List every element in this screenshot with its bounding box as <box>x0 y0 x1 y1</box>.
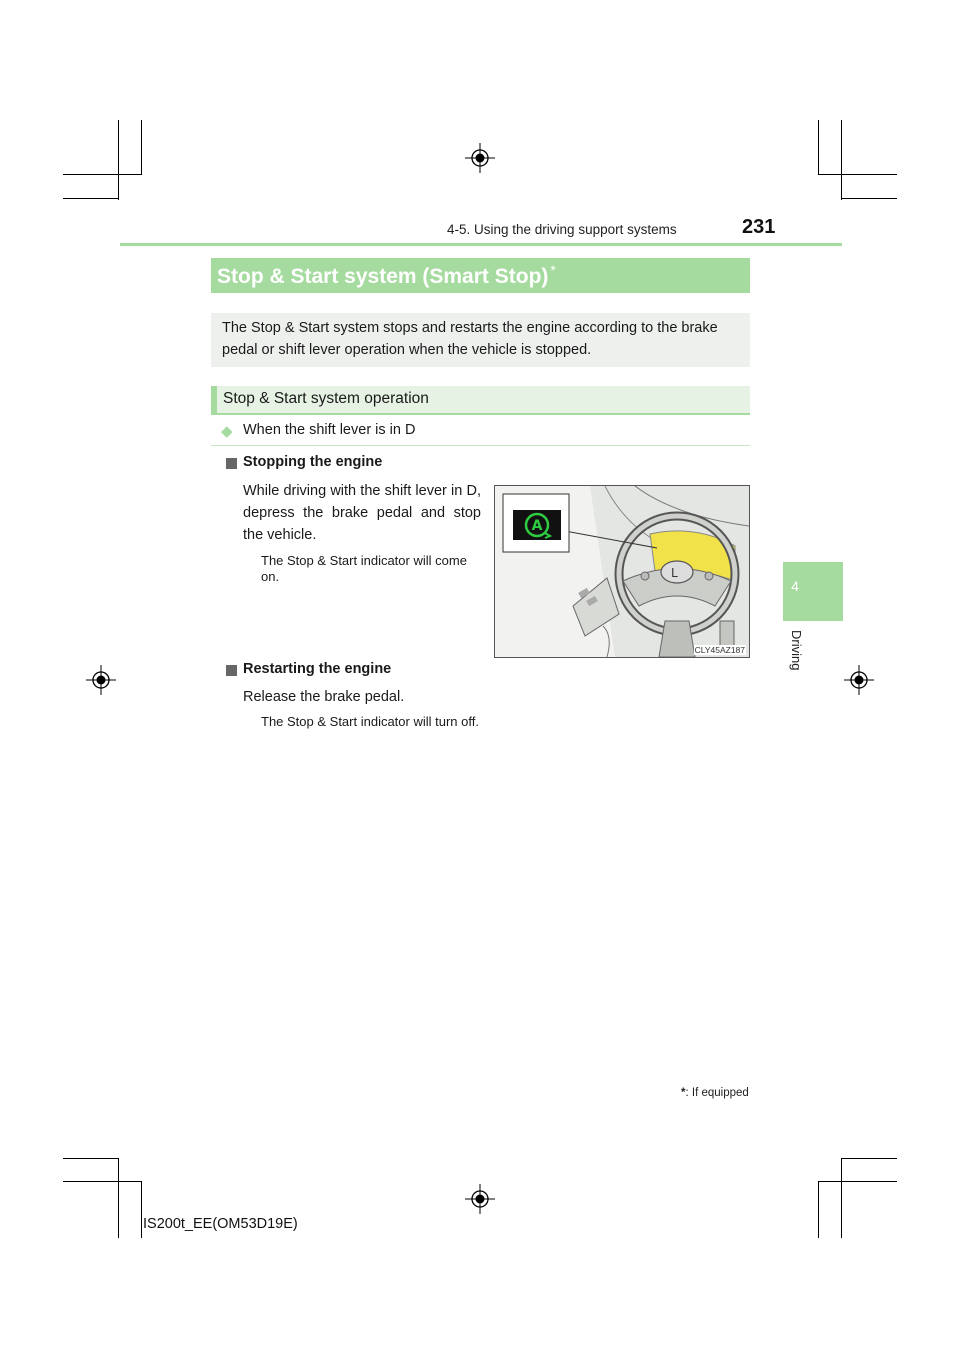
footnote <box>681 1087 749 1099</box>
page-title <box>217 262 556 289</box>
stop-start-indicator-glyph: A <box>531 518 543 534</box>
footnote-marker: * <box>681 1087 686 1099</box>
square-bullet-icon <box>226 665 237 676</box>
subheading-text: Stop & Start system operation <box>223 390 429 407</box>
crop-mark <box>818 174 897 175</box>
square-bullet-icon <box>226 458 237 469</box>
header-rule <box>120 243 842 246</box>
crop-mark <box>63 1181 142 1182</box>
dashboard-drawing <box>495 486 749 657</box>
item-rule <box>211 445 750 446</box>
crop-mark <box>118 120 119 200</box>
intro-box <box>211 313 750 367</box>
dashboard-illustration <box>494 485 750 658</box>
crop-mark <box>63 198 119 199</box>
document-code: IS200t_EE(OM53D19E) <box>143 1216 298 1232</box>
footnote-text: : If equipped <box>685 1087 749 1099</box>
subheading-rule <box>211 413 750 415</box>
crop-mark <box>118 1158 119 1238</box>
stopping-body: While driving with the shift lever in D, depress the brake pedal and stop the vehicle. <box>243 483 481 543</box>
stopping-note: The Stop & Start indicator will come on. <box>261 553 467 584</box>
page-title-text: Stop & Start system (Smart Stop) <box>217 265 549 288</box>
title-band <box>211 258 750 293</box>
svg-text:L: L <box>671 566 678 580</box>
crop-mark <box>141 1181 142 1238</box>
diamond-bullet-icon: ◆ <box>221 423 233 440</box>
crop-mark <box>841 1158 897 1159</box>
chapter-number: 4 <box>791 578 799 594</box>
crop-mark <box>818 1181 897 1182</box>
restarting-body: Release the brake pedal. <box>243 689 405 705</box>
registration-mark-icon <box>465 143 495 173</box>
crop-mark <box>63 174 142 175</box>
chapter-tab <box>783 562 843 621</box>
figure-code: CLY45AZ187 <box>694 645 745 655</box>
restarting-note: The Stop & Start indicator will turn off. <box>261 714 479 729</box>
crop-mark <box>818 120 819 174</box>
subheading-band <box>211 386 750 413</box>
registration-mark-icon <box>844 665 874 695</box>
chapter-label-text: Driving <box>789 630 804 671</box>
item-label: When the shift lever is in D <box>243 422 416 438</box>
registration-mark-icon <box>465 1184 495 1214</box>
equipped-marker: * <box>550 262 556 278</box>
crop-mark <box>841 120 842 200</box>
crop-mark <box>141 120 142 174</box>
crop-mark <box>841 198 897 199</box>
header-section-title: 4-5. Using the driving support systems <box>447 222 677 237</box>
restarting-heading: Restarting the engine <box>243 661 392 677</box>
crop-mark <box>63 1158 119 1159</box>
registration-mark-icon <box>86 665 116 695</box>
crop-mark <box>841 1158 842 1238</box>
stopping-heading: Stopping the engine <box>243 454 383 470</box>
crop-mark <box>818 1181 819 1238</box>
chapter-label <box>783 630 807 690</box>
page-number: 231 <box>742 216 776 238</box>
intro-text: The Stop & Start system stops and restarts the engine according to the brake pedal or shift lever operation when the vehicle is stopped. <box>222 320 718 358</box>
subheading-accent <box>211 386 217 413</box>
